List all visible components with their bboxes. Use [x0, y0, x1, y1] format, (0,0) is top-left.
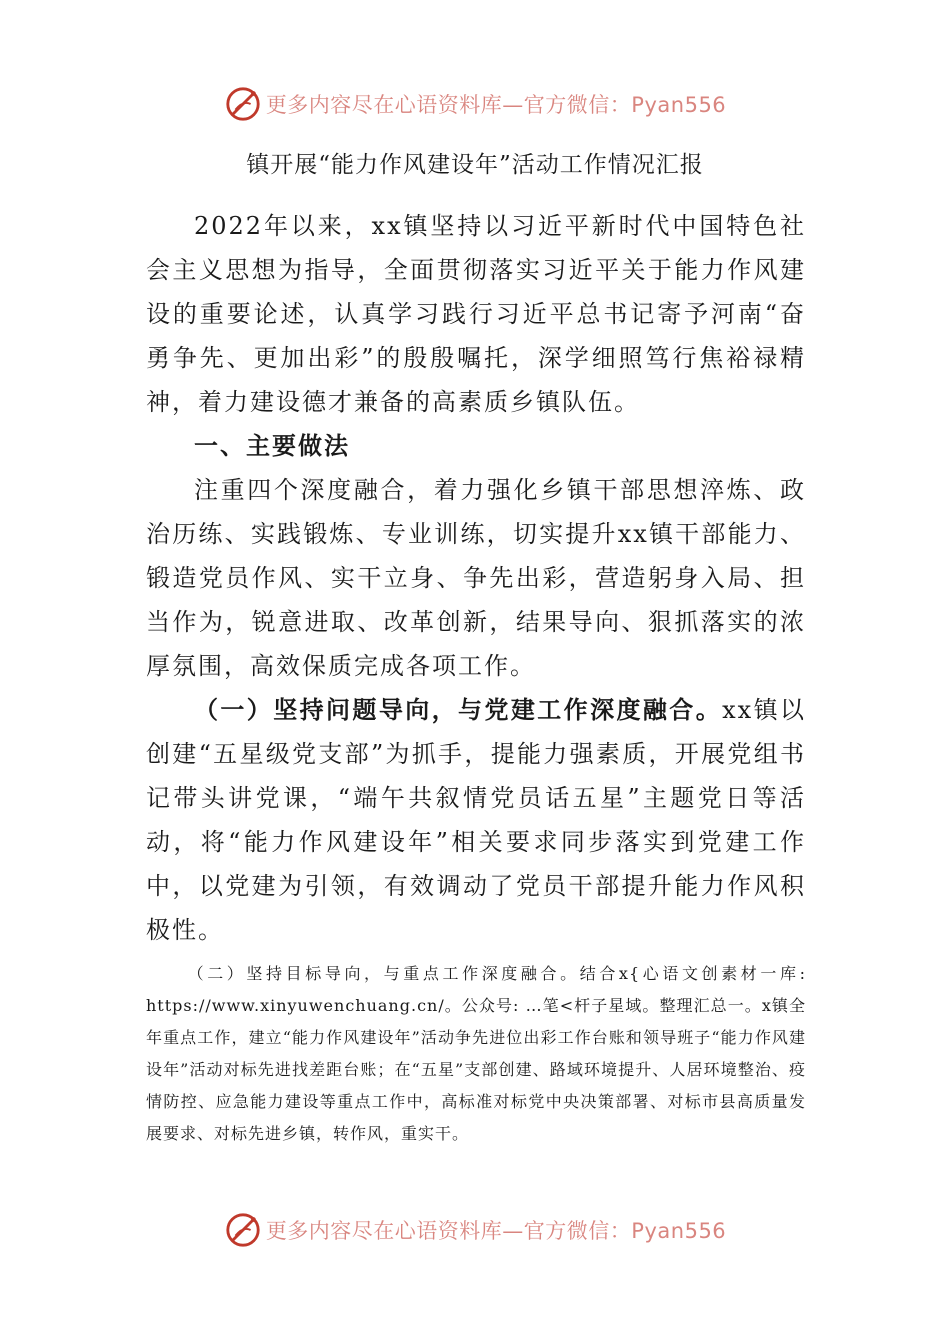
header-watermark-banner — [0, 82, 950, 126]
intro-section — [146, 204, 806, 424]
pen-circle-logo-icon — [224, 85, 262, 123]
pen-circle-logo-icon — [224, 1211, 262, 1249]
section-paragraph: 注重四个深度融合，着力强化乡镇干部思想淬炼、政治历练、实践锻炼、专业训练，切实提升xx镇干部能力、锻造党员作风、实干立身、争先出彩，营造躬身入局、担当作为，锐意进取、改革创新，结果导向、狠抓落实的浓厚氛围，高效保质完成各项工作。 — [146, 476, 806, 680]
item-1-text: xx镇以创建“五星级党支部”为抓手，提能力强素质，开展党组书记带头讲党课，“端午共叙情党员话五星”主题党日等活动，将“能力作风建设年”相关要求同步落实到党建工作中，以党建为引领，有效调动了党员干部提升能力作风积极性。 — [146, 696, 806, 944]
item-1-heading: （一）坚持问题导向，与党建工作深度融合。 — [194, 696, 723, 724]
section-1 — [146, 424, 806, 952]
document-title: 镇开展“能力作风建设年”活动工作情况汇报 — [246, 152, 704, 178]
item-2-paragraph: （二）坚持目标导向，与重点工作深度融合。结合x{心语文创素材一库: https://www.xinyuwenchuang.cn/。公众号: …笔<杆子星域。整理汇总一。x镇全年重点工作，建立“能力作风建设年”活动争先进位出彩工作台账和领导班子“能力作风建设年”活动对标先进找差距台账；在“五星”支部创建、路域环境提升、人居环境整治、疫情防控、应急能力建设等重点工作中，高标准对标党中央决策部署、对标市县高质量发展要求、对标先进乡镇，转作风，重实干。 — [146, 964, 806, 1143]
footer-watermark-banner — [0, 1208, 950, 1252]
watermark-text: 更多内容尽在心语资料库—官方微信：Pyan556 — [265, 1219, 727, 1243]
section-heading: 一、主要做法 — [194, 432, 350, 460]
intro-paragraph: 2022年以来，xx镇坚持以习近平新时代中国特色社会主义思想为指导，全面贯彻落实习近平关于能力作风建设的重要论述，认真学习践行习近平总书记寄予河南“奋勇争先、更加出彩”的殷殷嘱托，深学细照笃行焦裕禄精神，着力建设德才兼备的高素质乡镇队伍。 — [146, 212, 806, 416]
item-1-paragraph — [146, 688, 806, 952]
watermark-text: 更多内容尽在心语资料库—官方微信：Pyan556 — [265, 93, 727, 117]
